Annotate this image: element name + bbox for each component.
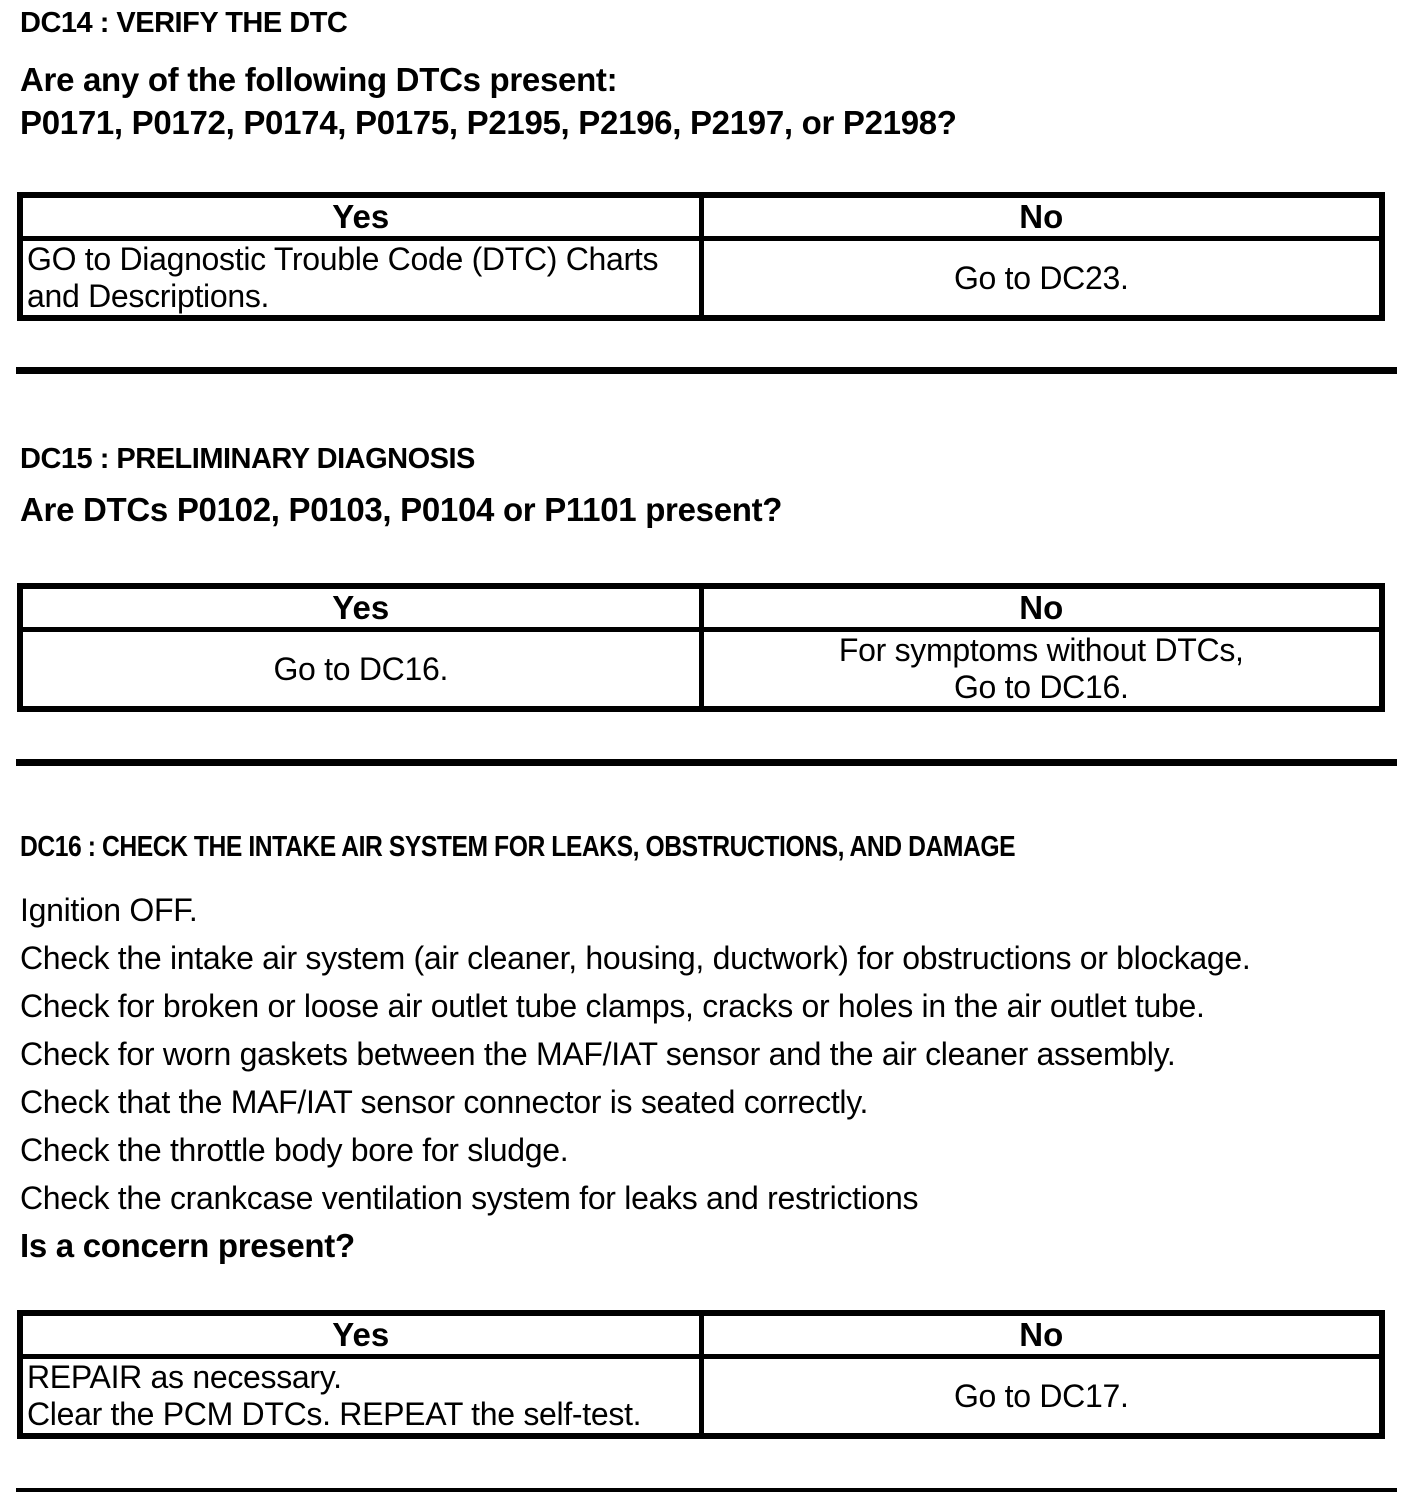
question-dc14: [20, 58, 1394, 144]
section-heading-dc16: DC16 : CHECK THE INTAKE AIR SYSTEM FOR LEAKS, OBSTRUCTIONS, AND DAMAGE: [20, 831, 1016, 863]
cell-line: Clear the PCM DTCs. REPEAT the self-test.: [27, 1396, 642, 1432]
cell-line: Go to DC17.: [953, 1377, 1129, 1414]
procedure-steps: [20, 886, 1394, 1270]
cell-line: Go to DC16.: [273, 650, 449, 687]
yes-header-cell: Yes: [20, 1313, 701, 1357]
decision-table-dc16: [17, 1310, 1385, 1439]
decision-table-dc15: [17, 583, 1385, 712]
cell-line: Go to DC16.: [953, 669, 1129, 705]
yes-header-cell: Yes: [20, 195, 701, 239]
procedure-step: Check the crankcase ventilation system for leaks and restrictions: [20, 1180, 919, 1216]
section-divider: [16, 759, 1397, 766]
table-header-row: [20, 195, 1382, 239]
table-header-row: [20, 1313, 1382, 1357]
procedure-step: Ignition OFF.: [20, 892, 198, 928]
table-header-row: [20, 586, 1382, 630]
cell-line: For symptoms without DTCs,: [838, 632, 1244, 668]
page-bottom-rule: [16, 1488, 1397, 1492]
no-cell: [701, 239, 1382, 319]
no-cell: [701, 1357, 1382, 1437]
question-line: P0171, P0172, P0174, P0175, P2195, P2196, P2197, or P2198?: [20, 104, 957, 141]
decision-table-dc14: [17, 192, 1385, 321]
table-body-row: [20, 630, 1382, 710]
procedure-step: Check the intake air system (air cleaner, housing, ductwork) for obstructions or blockage.: [20, 940, 1251, 976]
yes-cell: [20, 239, 701, 319]
procedure-step: Check for broken or loose air outlet tube clamps, cracks or holes in the air outlet tube.: [20, 988, 1205, 1024]
section-dc15: [20, 444, 1394, 712]
procedure-step: Check the throttle body bore for sludge.: [20, 1132, 569, 1168]
no-header-cell: No: [701, 586, 1382, 630]
cell-line: GO to Diagnostic Trouble Code (DTC) Charts: [27, 241, 659, 277]
yes-header-cell: Yes: [20, 586, 701, 630]
yes-cell: [20, 630, 701, 710]
table-body-row: [20, 239, 1382, 319]
cell-line: and Descriptions.: [27, 278, 270, 314]
no-cell: [701, 630, 1382, 710]
table-body-row: [20, 1357, 1382, 1437]
no-header-cell: No: [701, 195, 1382, 239]
procedure-step: Check for worn gaskets between the MAF/IAT sensor and the air cleaner assembly.: [20, 1036, 1176, 1072]
section-dc14: [20, 8, 1394, 321]
section-heading-dc14: DC14 : VERIFY THE DTC: [20, 7, 348, 39]
question-line: Are any of the following DTCs present:: [20, 61, 618, 98]
question-dc16: Is a concern present?: [20, 1227, 355, 1264]
section-divider: [16, 367, 1397, 374]
section-dc16: [20, 832, 1394, 1439]
question-line: Are DTCs P0102, P0103, P0104 or P1101 present?: [20, 491, 783, 528]
cell-line: Go to DC23.: [953, 259, 1129, 296]
cell-line: REPAIR as necessary.: [27, 1359, 342, 1395]
no-header-cell: No: [701, 1313, 1382, 1357]
procedure-step: Check that the MAF/IAT sensor connector is seated correctly.: [20, 1084, 869, 1120]
yes-cell: [20, 1357, 701, 1437]
question-dc15: [20, 488, 1394, 531]
section-heading-dc15: DC15 : PRELIMINARY DIAGNOSIS: [20, 443, 475, 475]
